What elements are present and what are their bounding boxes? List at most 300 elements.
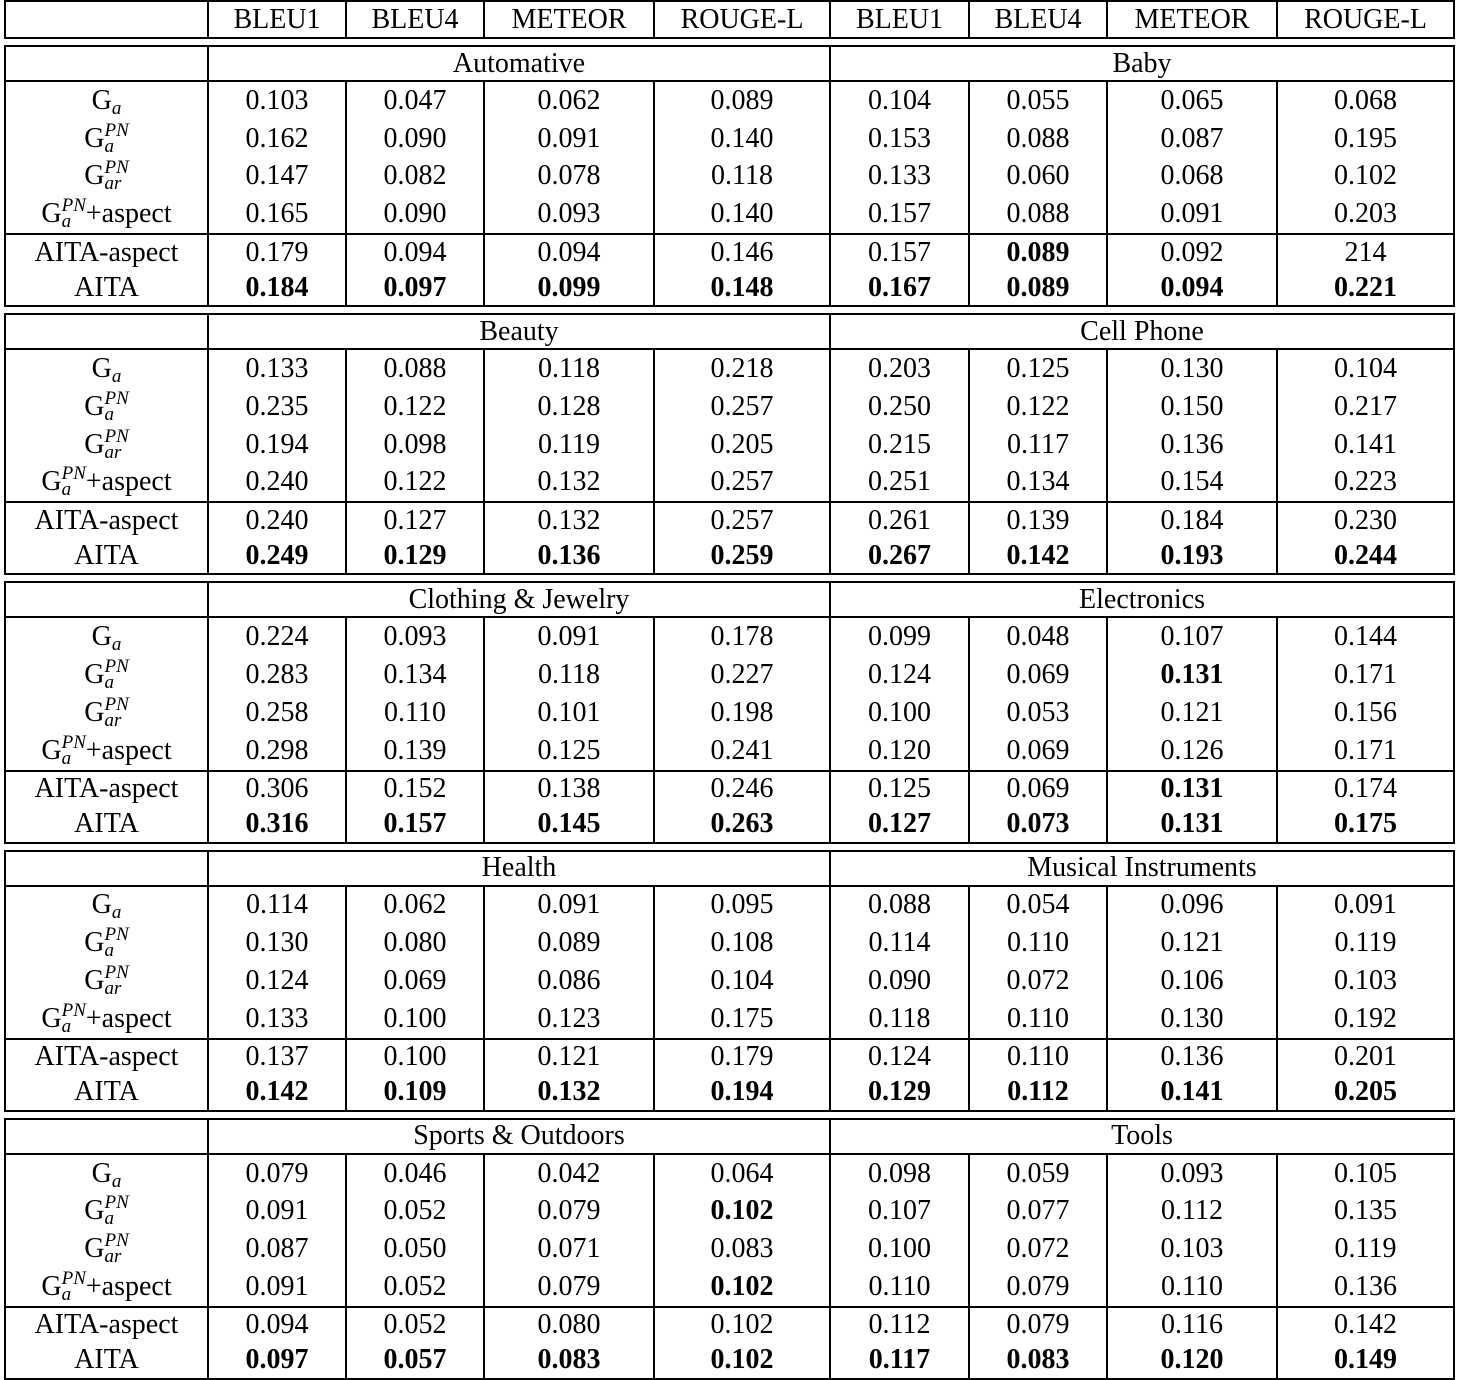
method-script <box>104 924 129 962</box>
table-row <box>5 388 1454 426</box>
value-cell: 0.316 <box>208 807 346 843</box>
value-cell: 0.092 <box>1107 234 1277 270</box>
value-cell: 0.203 <box>830 349 969 388</box>
method-label <box>84 1230 129 1268</box>
value-cell: 0.093 <box>346 617 484 656</box>
value-cell: 0.184 <box>1107 502 1277 538</box>
column-header: BLEU1 <box>830 1 969 38</box>
value-cell: 0.148 <box>654 270 830 306</box>
method-sup: PN <box>61 731 86 753</box>
section-corner-cell <box>5 582 208 617</box>
method-script <box>104 387 129 425</box>
value-cell: 0.162 <box>208 120 346 158</box>
value-cell: 0.240 <box>208 464 346 503</box>
method-sup: PN <box>104 1192 129 1214</box>
method-suffix: +aspect <box>85 466 172 498</box>
method-script <box>104 119 129 157</box>
method-sub: a <box>104 135 114 157</box>
method-base: G <box>91 353 112 385</box>
method-sub: a <box>111 97 122 119</box>
value-cell: 0.093 <box>484 195 654 234</box>
value-cell: 0.080 <box>346 924 484 962</box>
value-cell: 0.154 <box>1107 464 1277 503</box>
value-cell: 0.201 <box>1277 1039 1454 1075</box>
value-cell: 0.071 <box>484 1230 654 1268</box>
method-sup: PN <box>104 425 129 447</box>
results-table-container <box>4 0 1453 1380</box>
column-header: METEOR <box>484 1 654 38</box>
value-cell: 0.136 <box>1107 426 1277 464</box>
method-sub: a <box>61 1015 72 1037</box>
value-cell: 0.241 <box>654 732 830 771</box>
gap-cell <box>5 38 1454 46</box>
row-label <box>5 1230 208 1268</box>
gap-cell <box>5 306 1454 314</box>
section-gap <box>5 843 1454 851</box>
table-row <box>5 1343 1454 1379</box>
method-script <box>61 1268 86 1306</box>
method-label <box>91 889 122 924</box>
method-label <box>35 775 179 803</box>
value-cell: 0.117 <box>969 426 1107 464</box>
value-cell: 0.069 <box>346 962 484 1000</box>
value-cell: 0.263 <box>654 807 830 843</box>
value-cell: 0.116 <box>1107 1307 1277 1343</box>
table-row <box>5 886 1454 925</box>
value-cell: 0.109 <box>346 1075 484 1111</box>
value-cell: 0.088 <box>830 886 969 925</box>
value-cell: 0.136 <box>1277 1268 1454 1307</box>
value-cell: 0.205 <box>1277 1075 1454 1111</box>
method-sup: PN <box>104 1230 129 1252</box>
value-cell: 0.079 <box>484 1193 654 1231</box>
method-script <box>61 195 86 233</box>
method-sup: PN <box>104 693 129 715</box>
table-row <box>5 694 1454 732</box>
method-script <box>104 1230 129 1268</box>
section-header-row <box>5 314 1454 349</box>
value-cell: 0.089 <box>654 81 830 120</box>
value-cell: 0.257 <box>654 388 830 426</box>
value-cell: 0.175 <box>654 1000 830 1039</box>
value-cell: 0.130 <box>1107 349 1277 388</box>
value-cell: 0.091 <box>208 1268 346 1307</box>
method-base: G <box>41 734 62 766</box>
value-cell: 0.062 <box>346 886 484 925</box>
method-base: G <box>84 659 105 691</box>
value-cell: 0.069 <box>969 771 1107 807</box>
section-gap <box>5 306 1454 314</box>
method-label <box>35 1043 179 1071</box>
row-label <box>5 924 208 962</box>
value-cell: 0.091 <box>484 120 654 158</box>
method-base: AITA-aspect <box>34 504 179 536</box>
value-cell: 0.052 <box>346 1268 484 1307</box>
value-cell: 0.107 <box>1107 617 1277 656</box>
value-cell: 0.094 <box>484 234 654 270</box>
value-cell: 0.069 <box>969 656 1107 694</box>
table-row <box>5 158 1454 196</box>
value-cell: 0.122 <box>346 388 484 426</box>
method-suffix: +aspect <box>85 1002 172 1034</box>
section-gap <box>5 38 1454 46</box>
method-sub: ar <box>104 1246 122 1268</box>
value-cell: 0.132 <box>484 502 654 538</box>
method-sub: ar <box>104 441 122 463</box>
value-cell: 0.132 <box>484 464 654 503</box>
section-header-row <box>5 1119 1454 1154</box>
value-cell: 0.082 <box>346 158 484 196</box>
method-label <box>84 425 129 463</box>
value-cell: 0.215 <box>830 426 969 464</box>
value-cell: 0.088 <box>969 120 1107 158</box>
value-cell: 0.083 <box>654 1230 830 1268</box>
value-cell: 0.059 <box>969 1154 1107 1193</box>
value-cell: 0.141 <box>1277 426 1454 464</box>
value-cell: 0.107 <box>830 1193 969 1231</box>
value-cell: 0.283 <box>208 656 346 694</box>
value-cell: 0.093 <box>1107 1154 1277 1193</box>
method-sub: a <box>111 366 122 388</box>
method-base: G <box>84 122 105 154</box>
table-row <box>5 1193 1454 1231</box>
value-cell: 0.165 <box>208 195 346 234</box>
value-cell: 0.194 <box>654 1075 830 1111</box>
value-cell: 0.110 <box>969 1000 1107 1039</box>
value-cell: 0.108 <box>654 924 830 962</box>
method-label <box>91 353 122 388</box>
value-cell: 0.193 <box>1107 538 1277 574</box>
row-label <box>5 464 208 503</box>
table-row <box>5 962 1454 1000</box>
value-cell: 0.120 <box>830 732 969 771</box>
value-cell: 0.144 <box>1277 617 1454 656</box>
value-cell: 0.136 <box>1107 1039 1277 1075</box>
corner-cell <box>5 1 208 38</box>
method-label <box>41 999 172 1037</box>
value-cell: 0.218 <box>654 349 830 388</box>
value-cell: 0.171 <box>1277 732 1454 771</box>
section-header-row <box>5 46 1454 81</box>
value-cell: 0.088 <box>969 195 1107 234</box>
value-cell: 0.079 <box>484 1268 654 1307</box>
value-cell: 0.192 <box>1277 1000 1454 1039</box>
value-cell: 0.053 <box>969 694 1107 732</box>
method-base: G <box>84 927 105 959</box>
value-cell: 0.298 <box>208 732 346 771</box>
value-cell: 0.119 <box>1277 924 1454 962</box>
table-row <box>5 807 1454 843</box>
value-cell: 0.114 <box>830 924 969 962</box>
value-cell: 0.120 <box>1107 1343 1277 1379</box>
method-base: G <box>91 621 112 653</box>
value-cell: 0.195 <box>1277 120 1454 158</box>
value-cell: 0.174 <box>1277 771 1454 807</box>
method-label <box>84 693 129 731</box>
value-cell: 0.134 <box>346 656 484 694</box>
section-corner-cell <box>5 1119 208 1154</box>
column-header: BLEU1 <box>208 1 346 38</box>
method-base: AITA <box>74 271 139 303</box>
section-corner-cell <box>5 851 208 886</box>
value-cell: 0.121 <box>484 1039 654 1075</box>
value-cell: 0.147 <box>208 158 346 196</box>
method-script <box>104 656 129 694</box>
value-cell: 0.257 <box>654 502 830 538</box>
value-cell: 0.100 <box>346 1039 484 1075</box>
value-cell: 0.097 <box>346 270 484 306</box>
value-cell: 0.094 <box>208 1307 346 1343</box>
row-label <box>5 1039 208 1075</box>
method-suffix: +aspect <box>85 734 172 766</box>
value-cell: 0.114 <box>208 886 346 925</box>
method-sub: a <box>111 902 122 924</box>
value-cell: 0.257 <box>654 464 830 503</box>
method-base: AITA <box>74 1076 139 1108</box>
table-row <box>5 656 1454 694</box>
value-cell: 0.157 <box>830 234 969 270</box>
value-cell: 0.136 <box>484 538 654 574</box>
row-label <box>5 270 208 306</box>
value-cell: 0.112 <box>969 1075 1107 1111</box>
section-header-row <box>5 851 1454 886</box>
method-script <box>104 693 129 731</box>
method-base: AITA-aspect <box>34 1041 179 1073</box>
value-cell: 0.106 <box>1107 962 1277 1000</box>
value-cell: 0.194 <box>208 426 346 464</box>
method-sup: PN <box>61 1268 86 1289</box>
value-cell: 0.258 <box>208 694 346 732</box>
section-title-right: Baby <box>830 46 1454 81</box>
value-cell: 0.246 <box>654 771 830 807</box>
method-base: G <box>41 1002 62 1034</box>
value-cell: 0.077 <box>969 1193 1107 1231</box>
method-base: AITA <box>74 808 139 840</box>
value-cell: 0.104 <box>654 962 830 1000</box>
value-cell: 0.087 <box>208 1230 346 1268</box>
value-cell: 0.217 <box>1277 388 1454 426</box>
value-cell: 0.267 <box>830 538 969 574</box>
value-cell: 0.138 <box>484 771 654 807</box>
method-script <box>111 353 122 388</box>
table-row <box>5 771 1454 807</box>
value-cell: 0.091 <box>1277 886 1454 925</box>
table-row <box>5 120 1454 158</box>
value-cell: 0.131 <box>1107 807 1277 843</box>
value-cell: 0.198 <box>654 694 830 732</box>
method-label <box>74 1346 139 1374</box>
value-cell: 0.102 <box>654 1193 830 1231</box>
row-label <box>5 617 208 656</box>
value-cell: 0.103 <box>1107 1230 1277 1268</box>
section-title-left: Clothing & Jewelry <box>208 582 830 617</box>
value-cell: 0.122 <box>346 464 484 503</box>
value-cell: 0.110 <box>830 1268 969 1307</box>
table-row <box>5 1075 1454 1111</box>
method-sub: a <box>104 940 114 962</box>
table-row <box>5 270 1454 306</box>
row-label <box>5 538 208 574</box>
row-label <box>5 426 208 464</box>
method-base: G <box>41 198 62 230</box>
section-title-right: Electronics <box>830 582 1454 617</box>
value-cell: 0.091 <box>484 886 654 925</box>
value-cell: 0.091 <box>1107 195 1277 234</box>
method-sub: a <box>61 211 72 233</box>
row-label <box>5 1193 208 1231</box>
value-cell: 0.054 <box>969 886 1107 925</box>
value-cell: 0.097 <box>208 1343 346 1379</box>
table-row <box>5 1000 1454 1039</box>
method-label <box>92 85 122 117</box>
method-sup: PN <box>104 924 129 946</box>
section-title-right: Tools <box>830 1119 1454 1154</box>
value-cell: 0.156 <box>1277 694 1454 732</box>
value-cell: 0.101 <box>484 694 654 732</box>
method-label <box>35 1311 179 1339</box>
value-cell: 0.118 <box>830 1000 969 1039</box>
method-label <box>74 539 139 571</box>
value-cell: 0.079 <box>208 1154 346 1193</box>
value-cell: 0.230 <box>1277 502 1454 538</box>
method-base: G <box>84 428 105 460</box>
value-cell: 0.251 <box>830 464 969 503</box>
value-cell: 0.140 <box>654 195 830 234</box>
method-suffix: +aspect <box>85 198 172 230</box>
method-script <box>61 463 86 501</box>
value-cell: 0.083 <box>969 1343 1107 1379</box>
value-cell: 0.065 <box>1107 81 1277 120</box>
method-sup: PN <box>104 962 129 983</box>
row-label <box>5 1000 208 1039</box>
value-cell: 0.102 <box>1277 158 1454 196</box>
section-title-left: Automative <box>208 46 830 81</box>
value-cell: 0.103 <box>1277 962 1454 1000</box>
value-cell: 0.080 <box>484 1307 654 1343</box>
value-cell: 0.069 <box>969 732 1107 771</box>
row-label <box>5 502 208 538</box>
value-cell: 0.119 <box>484 426 654 464</box>
row-label <box>5 1075 208 1111</box>
value-cell: 0.089 <box>969 234 1107 270</box>
method-sub: a <box>111 1170 122 1192</box>
value-cell: 0.086 <box>484 962 654 1000</box>
method-script <box>104 962 129 1000</box>
value-cell: 0.140 <box>654 120 830 158</box>
method-base: AITA <box>74 1344 139 1376</box>
value-cell: 0.072 <box>969 1230 1107 1268</box>
method-sup: PN <box>104 656 129 677</box>
value-cell: 0.124 <box>830 656 969 694</box>
row-label <box>5 1154 208 1193</box>
value-cell: 0.100 <box>830 694 969 732</box>
value-cell: 0.244 <box>1277 538 1454 574</box>
value-cell: 0.110 <box>1107 1268 1277 1307</box>
section-title-right: Musical Instruments <box>830 851 1454 886</box>
table-row <box>5 502 1454 538</box>
gap-cell <box>5 843 1454 851</box>
value-cell: 0.083 <box>484 1343 654 1379</box>
method-base: AITA-aspect <box>34 1309 179 1341</box>
method-label <box>74 271 139 303</box>
value-cell: 0.124 <box>830 1039 969 1075</box>
value-cell: 0.096 <box>1107 886 1277 925</box>
value-cell: 0.110 <box>969 1039 1107 1075</box>
value-cell: 0.048 <box>969 617 1107 656</box>
value-cell: 0.060 <box>969 158 1107 196</box>
method-label <box>84 157 129 195</box>
value-cell: 0.087 <box>1107 120 1277 158</box>
section-title-left: Sports & Outdoors <box>208 1119 830 1154</box>
value-cell: 0.135 <box>1277 1193 1454 1231</box>
method-suffix: +aspect <box>85 1271 172 1303</box>
method-label <box>34 504 179 536</box>
column-header: BLEU4 <box>346 1 484 38</box>
value-cell: 0.125 <box>830 771 969 807</box>
value-cell: 0.133 <box>208 349 346 388</box>
value-cell: 0.259 <box>654 538 830 574</box>
value-cell: 0.068 <box>1107 158 1277 196</box>
method-sup: PN <box>61 195 86 217</box>
value-cell: 0.223 <box>1277 464 1454 503</box>
value-cell: 0.118 <box>484 349 654 388</box>
value-cell: 0.153 <box>830 120 969 158</box>
section-gap <box>5 1111 1454 1119</box>
row-label <box>5 807 208 843</box>
table-row <box>5 1039 1454 1075</box>
table-row <box>5 538 1454 574</box>
value-cell: 0.149 <box>1277 1343 1454 1379</box>
row-label <box>5 886 208 925</box>
value-cell: 0.078 <box>484 158 654 196</box>
method-base: AITA-aspect <box>34 773 179 805</box>
method-sup: PN <box>104 157 129 179</box>
method-sub: a <box>104 1208 114 1230</box>
value-cell: 0.121 <box>1107 924 1277 962</box>
value-cell: 0.157 <box>346 807 484 843</box>
method-sup: PN <box>104 119 129 141</box>
gap-cell <box>5 1111 1454 1119</box>
value-cell: 0.124 <box>208 962 346 1000</box>
row-label <box>5 349 208 388</box>
value-cell: 0.118 <box>484 656 654 694</box>
method-script <box>104 425 129 463</box>
gap-cell <box>5 574 1454 582</box>
method-base: G <box>84 1233 105 1265</box>
table-row <box>5 732 1454 771</box>
value-cell: 0.130 <box>208 924 346 962</box>
table-row <box>5 1230 1454 1268</box>
value-cell: 0.100 <box>830 1230 969 1268</box>
method-label <box>41 1268 172 1306</box>
value-cell: 0.102 <box>654 1268 830 1307</box>
row-label <box>5 694 208 732</box>
row-label <box>5 1307 208 1343</box>
method-label <box>34 236 179 268</box>
value-cell: 0.179 <box>208 234 346 270</box>
method-sub: a <box>61 1284 72 1306</box>
value-cell: 0.121 <box>1107 694 1277 732</box>
value-cell: 0.110 <box>346 694 484 732</box>
value-cell: 0.104 <box>830 81 969 120</box>
method-sub: a <box>61 479 72 501</box>
method-script <box>104 1192 129 1230</box>
value-cell: 0.179 <box>654 1039 830 1075</box>
value-cell: 0.142 <box>1277 1307 1454 1343</box>
row-label <box>5 962 208 1000</box>
value-cell: 0.047 <box>346 81 484 120</box>
section-corner-cell <box>5 314 208 349</box>
